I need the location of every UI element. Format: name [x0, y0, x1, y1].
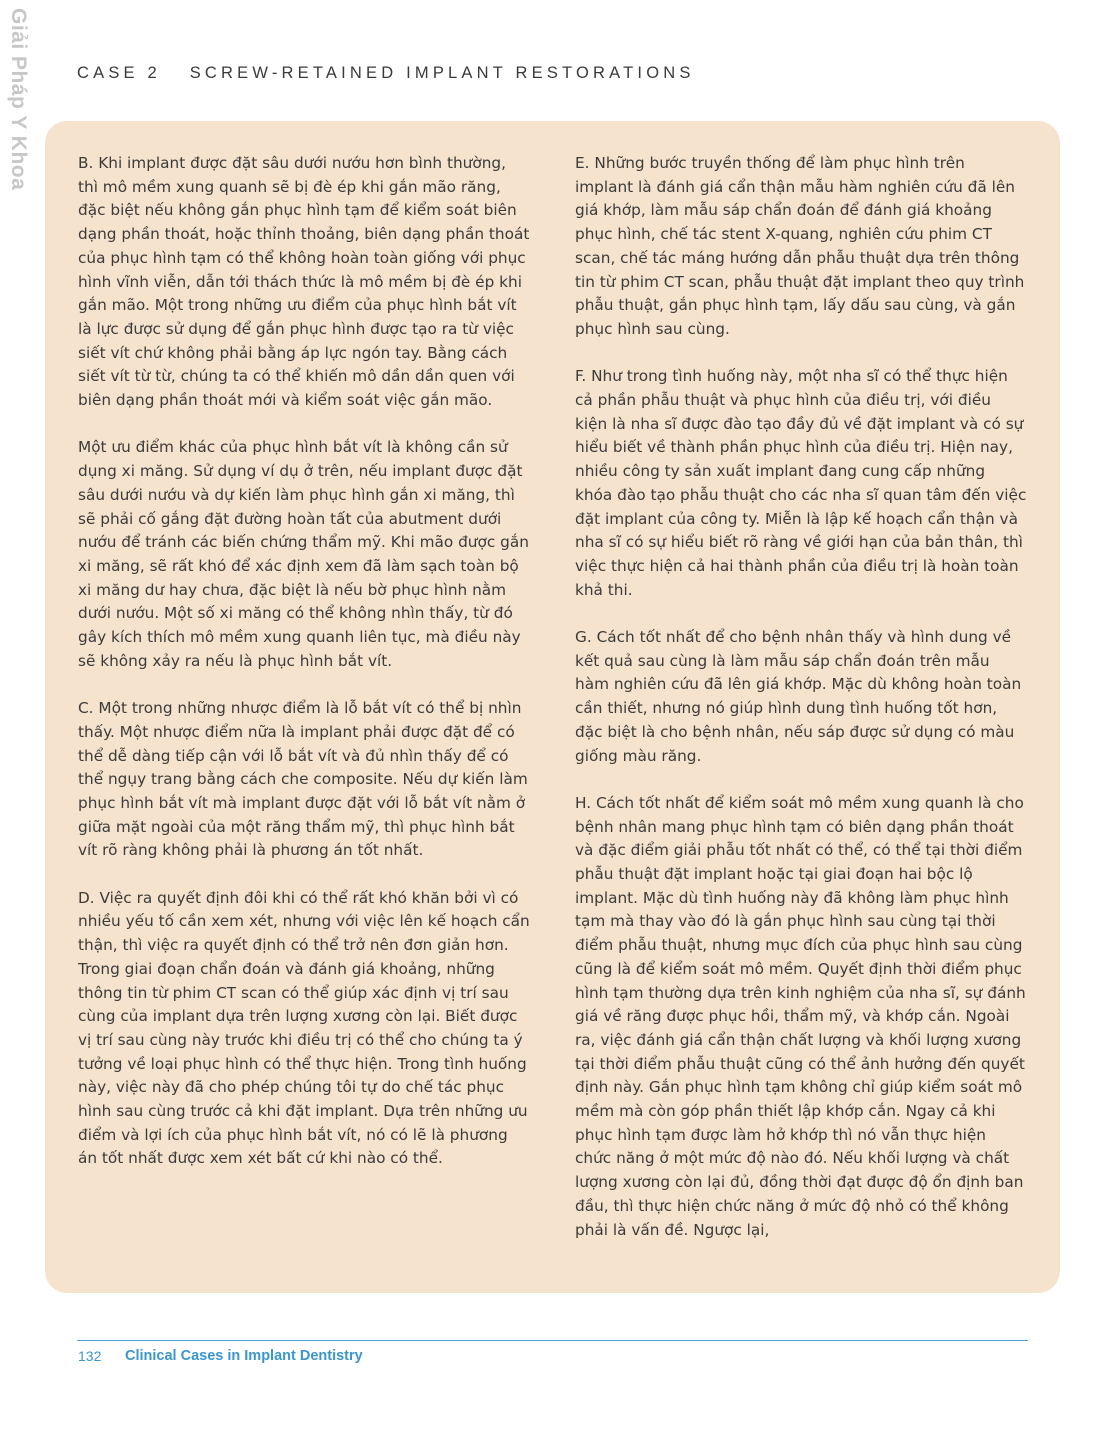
footer-rule	[77, 1340, 1028, 1341]
running-head	[77, 64, 695, 83]
watermark: Giải Pháp Y Khoa	[7, 8, 30, 191]
book-title: Clinical Cases in Implant Dentistry	[125, 1348, 363, 1364]
right-column	[575, 152, 1027, 1242]
paragraph-g: G. Cách tốt nhất để cho bệnh nhân thấy và hình dung về kết quả sau cùng là làm mẫu sáp chẩn đoán trên mẫu hàm nghiên cứu đã lên giá khớp. Mặc dù không hoàn toàn cần thiết, nhưng nó giúp hình dung tình huống tốt hơn, đặc biệt là cho bệnh nhân, nếu sáp được sử dụng có màu giống màu răng.	[575, 628, 1022, 765]
paragraph-d: D. Việc ra quyết định đôi khi có thể rất khó khăn bởi vì có nhiều yếu tố cần xem xét, nhưng với việc lên kế hoạch cẩn thận, thì việc ra quyết định có thể trở nên đơn giản hơn. Trong giai đoạn chẩn đoán và đánh giá khoảng, những thông tin từ phim CT scan có thể giúp xác định vị trí sau cùng của implant dựa trên lượng xương còn lại. Biết được vị trí sau cùng này trước khi điều trị có thể cho chúng ta ý tưởng về loại phục hình có thể thực hiện. Trong tình huống này, việc này đã cho phép chúng tôi tự do chế tác phục hình sau cùng trước cả khi đặt implant. Dựa trên những ưu điểm và lợi ích của phục hình bắt vít, nó có lẽ là phương án tốt nhất được xem xét bất cứ khi nào có thể.	[78, 888, 530, 1168]
paragraph-c: C. Một trong những nhược điểm là lỗ bắt vít có thể bị nhìn thấy. Một nhược điểm nữa là implant phải được đặt để có thể dễ dàng tiếp cận với lỗ bắt vít và đủ nhìn thấy để có thể ngụy trang bằng cách che composite. Nếu dự kiến làm phục hình bắt vít mà implant được đặt với lỗ bắt vít nằm ở giữa mặt ngoài của một răng thẩm mỹ, thì phục hình bắt vít rõ ràng không phải là phương án tốt nhất.	[78, 699, 528, 860]
chapter-title: SCREW-RETAINED IMPLANT RESTORATIONS	[189, 64, 695, 82]
paragraph-b: B. Khi implant được đặt sâu dưới nướu hơn bình thường, thì mô mềm xung quanh sẽ bị đè ép khi gắn mão răng, đặc biệt nếu không gắn phục hình tạm để kiểm soát biên dạng phần thoát, hoặc thỉnh thoảng, biên dạng phần thoát của phục hình tạm có thể không hoàn toàn giống với phục hình vĩnh viễn, dẫn tới thách thức là mô mềm bị đè ép khi gắn mão. Một trong những ưu điểm của phục hình bắt vít là lực được sử dụng để gắn phục hình được tạo ra từ việc siết vít chứ không phải bằng áp lực ngón tay. Bằng cách siết vít từ từ, chúng ta có thể khiến mô dần dần quen với biên dạng phần thoát mới và kiểm soát việc gắn mão.	[78, 154, 530, 410]
case-label: CASE 2	[77, 64, 161, 82]
paragraph-f: F. Như trong tình huống này, một nha sĩ có thể thực hiện cả phần phẫu thuật và phục hình của điều trị, với điều kiện là nha sĩ được đào tạo đầy đủ về đặt implant và có sự hiểu biết về thành phần phục hình của điều trị. Hiện nay, nhiều công ty sản xuất implant đang cung cấp những khóa đào tạo phẫu thuật cho các nha sĩ quan tâm đến việc đặt implant của công ty. Miễn là lập kế hoạch cẩn thận và nha sĩ có sự hiểu biết rõ ràng về giới hạn của bản thân, thì việc thực hiện cả hai thành phần của điều trị là hoàn toàn khả thi.	[575, 367, 1027, 599]
paragraph-b-continued: Một ưu điểm khác của phục hình bắt vít là không cần sử dụng xi măng. Sử dụng ví dụ ở trên, nếu implant được đặt sâu dưới nướu và dự kiến làm phục hình gắn xi măng, thì sẽ phải cố gắng đặt đường hoàn tất của abutment dưới nướu để tránh các biến chứng thẩm mỹ. Khi mão được gắn xi măng, sẽ rất khó để xác định xem đã làm sạch toàn bộ xi măng dư hay chưa, đặc biệt là nếu bờ phục hình nằm dưới nướu. Một số xi măng có thể không nhìn thấy, từ đó gây kích thích mô mềm xung quanh liên tục, mà điều này sẽ không xảy ra nếu là phục hình bắt vít.	[78, 438, 529, 670]
left-column	[78, 152, 530, 1171]
paragraph-h: H. Cách tốt nhất để kiểm soát mô mềm xung quanh là cho bệnh nhân mang phục hình tạm có biên dạng phần thoát và đặc điểm giải phẫu tốt nhất có thể, có thể tại thời điểm phẫu thuật đặt implant hoặc tại giai đoạn hai bộc lộ implant. Mặc dù tình huống này đã không làm phục hình tạm mà thay vào đó là gắn phục hình sau cùng tại thời điểm phẫu thuật, nhưng mục đích của phục hình sau cùng cũng là để kiểm soát mô mềm. Quyết định thời điểm phục hình tạm thường dựa trên kinh nghiệm của nha sĩ, sự đánh giá về răng được phục hồi, thẩm mỹ, và khớp cắn. Ngoài ra, việc đánh giá cẩn thận chất lượng và khối lượng xương tại thời điểm phẫu thuật cũng có thể ảnh hưởng đến quyết định này. Gắn phục hình tạm không chỉ giúp kiểm soát mô mềm mà còn góp phần thiết lập khớp cắn. Ngay cả khi phục hình tạm được làm hở khớp thì nó vẫn thực hiện chức năng ở một mức độ nào đó. Nếu khối lượng và chất lượng xương còn lại đủ, đồng thời đạt được độ ổn định ban đầu, thì thực hiện chức năng ở mức độ nhỏ có thể không phải là vấn đề. Ngược lại,	[575, 793, 1026, 1239]
page-number: 132	[78, 1348, 102, 1364]
paragraph-e: E. Những bước truyền thống để làm phục hình trên implant là đánh giá cẩn thận mẫu hàm nghiên cứu đã lên giá khớp, làm mẫu sáp chẩn đoán để đánh giá khoảng phục hình, chế tác stent X-quang, nghiên cứu phim CT scan, chế tác máng hướng dẫn phẫu thuật dựa trên thông tin từ phim CT scan, phẫu thuật đặt implant theo quy trình phẫu thuật, gắn phục hình tạm, lấy dấu sau cùng, và gắn phục hình sau cùng.	[575, 154, 1025, 338]
